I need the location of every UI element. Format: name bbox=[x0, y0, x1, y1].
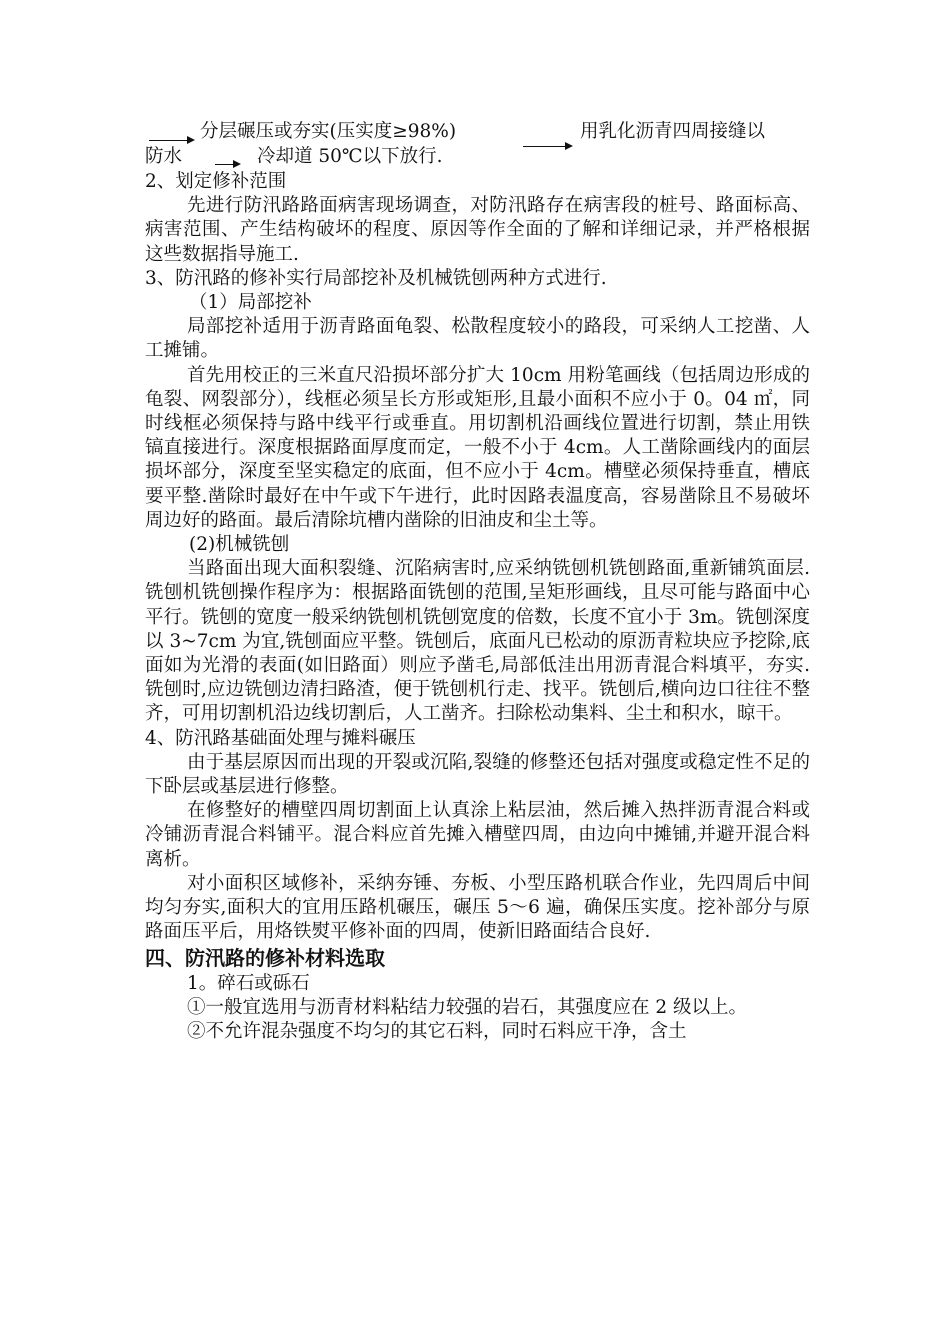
paragraph: 对小面积区域修补，采纳夯锤、夯板、小型压路机联合作业，先四周后中间均匀夯实,面积大的宜用压路机碾压，碾压 5～6 遍，确保压实度。挖补部分与原路面压平后，用烙铁熨平修补面的四周，使新旧路面结合良好. bbox=[145, 872, 810, 943]
paragraph: ②不允许混杂强度不均匀的其它石料，同时石料应干净，含土 bbox=[187, 1020, 687, 1042]
flow-step-joint-sealing: 用乳化沥青四周接缝以 bbox=[580, 121, 766, 142]
arrow-icon bbox=[523, 146, 571, 147]
subsection-heading: 1。碎石或砾石 bbox=[187, 972, 310, 994]
flow-step-cooling: 冷却道 50℃以下放行. bbox=[257, 146, 443, 167]
process-flow bbox=[145, 120, 810, 170]
paragraph: 首先用校正的三米直尺沿损坏部分扩大 10cm 用粉笔画线（包括周边形成的龟裂、网裂部分），线框必须呈长方形或矩形,且最小面积不应小于 0。04 ㎡，同时线框必须保持与路中线平行或垂直。用切割机沿画线位置进行切割，禁止用铁镐直接进行。深度根据路面厚度而定，一般不小于 4cm。人工凿除画线内的面层损坏部分，深度至坚实稳定的底面，但不应小于 4cm。槽壁必须保持垂直，槽底要平整.凿除时最好在中午或下午进行，此时因路表温度高，容易凿除且不易破坏周边好的路面。最后清除坑槽内凿除的旧油皮和尘土等。 bbox=[145, 364, 810, 531]
section-heading: 4、防汛路基础面处理与摊料碾压 bbox=[145, 727, 416, 749]
paragraph: ①一般宜选用与沥青材料粘结力较强的岩石，其强度应在 2 级以上。 bbox=[187, 996, 748, 1018]
arrow-icon bbox=[215, 164, 239, 165]
section-heading: 3、防汛路的修补实行局部挖补及机械铣刨两种方式进行. bbox=[145, 267, 607, 289]
paragraph: 局部挖补适用于沥青路面龟裂、松散程度较小的路段，可采纳人工挖凿、人工摊铺。 bbox=[145, 316, 810, 362]
paragraph: 当路面出现大面积裂缝、沉陷病害时,应采纳铣刨机铣刨路面,重新铺筑面层.铣刨机铣刨操作程序为：根据路面铣刨的范围,呈矩形画线，且尽可能与路面中心平行。铣刨的宽度一般采纳铣刨机铣刨宽度的倍数，长度不宜小于 3m。铣刨深度以 3~7cm 为宜,铣刨面应平整。铣刨后，底面凡已松动的原沥青粒块应予挖除,底面如为光滑的表面(如旧路面）则应予凿毛,局部低洼出用沥青混合料填平，夯实.铣刨时,应边铣刨边清扫路渣，便于铣刨机行走、找平。铣刨后,横向边口往往不整齐，可用切割机沿边线切割后，人工凿齐。扫除松动集料、尘土和积水，晾干。 bbox=[145, 558, 810, 725]
paragraph: 先进行防汛路路面病害现场调查，对防汛路存在病害段的桩号、路面标高、病害范围、产生结构破坏的程度、原因等作全面的了解和详细记录，并严格根据这些数据指导施工. bbox=[145, 195, 810, 265]
section-heading: 2、划定修补范围 bbox=[145, 171, 287, 192]
paragraph: 由于基层原因而出现的开裂或沉陷,裂缝的修整还包括对强度或稳定性不足的下卧层或基层进行修整。 bbox=[145, 751, 810, 798]
arrow-icon bbox=[149, 140, 193, 141]
document-body bbox=[145, 120, 810, 1044]
chapter-heading: 四、防汛路的修补材料选取 bbox=[145, 945, 385, 970]
subsection-heading: （1）局部挖补 bbox=[189, 292, 312, 314]
subsection-heading: (2)机械铣刨 bbox=[189, 534, 290, 556]
paragraph: 在修整好的槽壁四周切割面上认真涂上粘层油，然后摊入热拌沥青混合料或冷铺沥青混合料铺平。混合料应首先摊入槽壁四周，由边向中摊铺,并避开混合料离析。 bbox=[145, 800, 810, 870]
flow-step-joint-sealing-cont: 防水 bbox=[145, 146, 183, 167]
flow-step-compaction: 分层碾压或夯实(压实度≥98%) bbox=[200, 121, 457, 142]
